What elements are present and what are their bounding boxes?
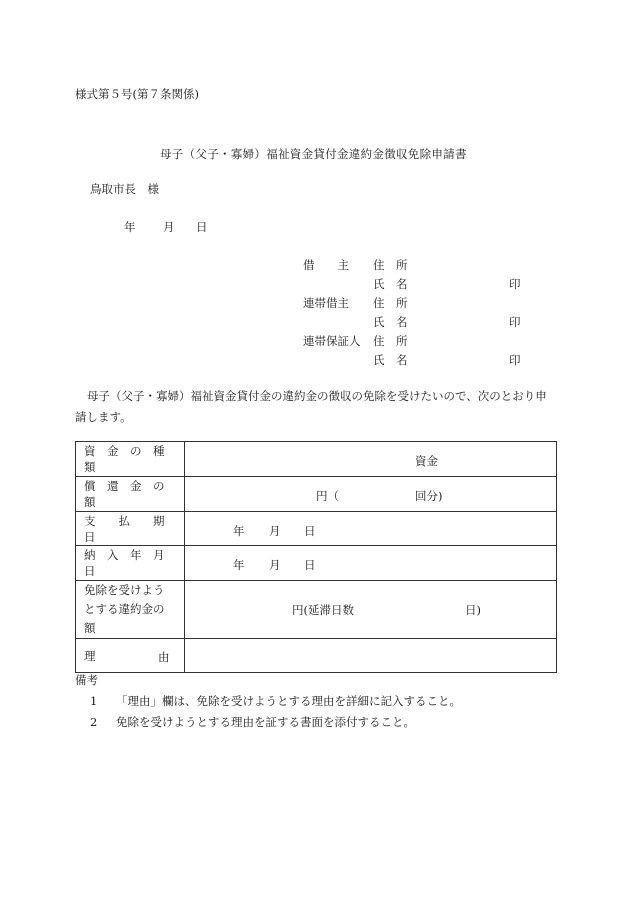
seal-mark: 印 bbox=[509, 277, 521, 291]
application-statement: 母子（父子・寡婦）福祉資金貸付金の違約金の徴収の免除を受けたいので、次のとおり申請します。 bbox=[75, 389, 547, 424]
fund-type-suffix: 資金 bbox=[415, 454, 438, 468]
seal-mark: 印 bbox=[509, 315, 521, 329]
exemption-amount-field[interactable] bbox=[185, 581, 557, 639]
field-address: 住 所 bbox=[373, 258, 408, 272]
paid-date-label: 納 入 年 月 日 bbox=[76, 546, 185, 581]
repayment-label: 償 還 金 の 額 bbox=[76, 477, 185, 512]
fund-type-field[interactable] bbox=[185, 442, 557, 477]
field-name: 氏 名 bbox=[373, 315, 408, 329]
payment-date-label: 支 払 期 日 bbox=[76, 512, 185, 546]
field-address: 住 所 bbox=[373, 334, 408, 348]
borrower-address-row bbox=[303, 257, 417, 273]
application-table bbox=[75, 441, 557, 673]
reason-label: 理 由 bbox=[76, 639, 185, 673]
role-guarantor: 連帯保証人 bbox=[303, 334, 361, 348]
table-row bbox=[76, 442, 557, 477]
seal-mark: 印 bbox=[509, 353, 521, 367]
table-row bbox=[76, 581, 557, 639]
fund-type-label: 資 金 の 種 類 bbox=[76, 442, 185, 477]
repayment-times: 回分) bbox=[415, 489, 443, 503]
role-borrower: 借 主 bbox=[303, 258, 349, 272]
paid-date-field[interactable]: 年 月 日 bbox=[185, 546, 557, 581]
joint-borrower-name-row bbox=[303, 314, 521, 330]
guarantor-name-row bbox=[303, 352, 521, 368]
table-row bbox=[76, 477, 557, 512]
role-joint-borrower: 連帯借主 bbox=[303, 296, 349, 310]
repayment-yen: 円（ bbox=[316, 489, 339, 503]
exemption-yen: 円(延滞日数 bbox=[292, 603, 354, 617]
repayment-field[interactable] bbox=[185, 477, 557, 512]
table-row bbox=[76, 639, 557, 673]
table-row bbox=[76, 512, 557, 546]
form-number: 様式第５号(第７条関係) bbox=[75, 87, 199, 101]
document-title: 母子（父子・寡婦）福祉資金貸付金違約金徴収免除申請書 bbox=[160, 147, 467, 161]
borrower-name-row bbox=[303, 276, 521, 292]
exemption-days: 日) bbox=[465, 603, 481, 617]
field-name: 氏 名 bbox=[373, 277, 408, 291]
addressee: 鳥取市長 様 bbox=[90, 182, 159, 196]
joint-borrower-address-row bbox=[303, 295, 417, 311]
notes-heading: 備考 bbox=[75, 673, 98, 687]
guarantor-address-row bbox=[303, 333, 417, 349]
exemption-label: 免除を受けよう とする違約金の 額 bbox=[76, 581, 185, 639]
note-item: 2 免除を受けようとする理由を証する書面を添付すること。 bbox=[90, 715, 415, 729]
field-address: 住 所 bbox=[373, 296, 408, 310]
reason-field[interactable] bbox=[185, 639, 557, 673]
note-item: 1 「理由」欄は、免除を受けようとする理由を詳細に記入すること。 bbox=[90, 694, 461, 708]
table-row bbox=[76, 546, 557, 581]
field-name: 氏 名 bbox=[373, 353, 408, 367]
date-month-label: 月 bbox=[163, 220, 175, 234]
payment-date-field[interactable]: 年 月 日 bbox=[185, 512, 557, 546]
date-day-label: 日 bbox=[196, 220, 208, 234]
